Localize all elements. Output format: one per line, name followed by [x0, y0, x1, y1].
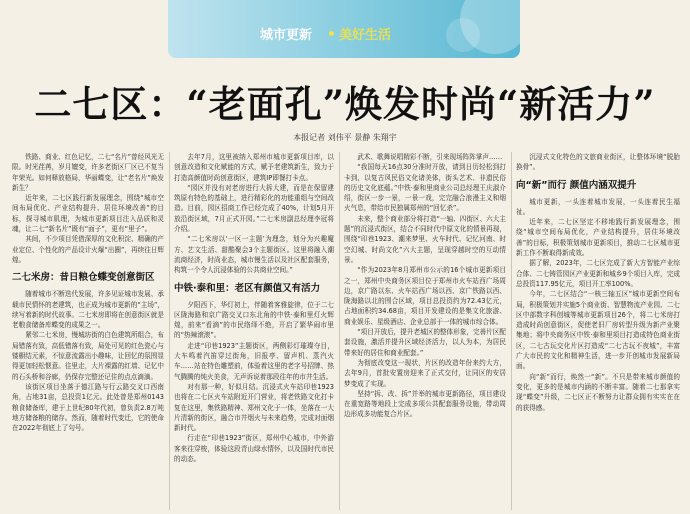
paragraph: 沉浸式文化特色的文旅商业街区，让整体环境“脱胎换骨”。	[516, 153, 680, 172]
paragraph: 随着城市不断迭代发展，许多见证城市发展、承载市民情怀的老建筑，也正成为城市更新的“主场”，续写着新的时代故事。二七米房即将在创意街区就是老粮食储备库蝶变的成果之一。	[12, 290, 164, 330]
headline: 二七区：“老面孔”焕发时尚“新活力”	[34, 82, 656, 126]
byline: 本报记者 刘伟平 景静 朱翔宇	[293, 133, 397, 142]
paragraph: 近年来，二七区坚定不移地践行新发展理念，围绕“城市空间布局优化，产业结构提升，居住环境改善”的目标，积极策划城市更新项目，推动二七区城市更新工作不断取得新成效。	[516, 218, 680, 258]
column-divider	[169, 152, 170, 510]
paragraph: “二七米房以‘一区一主题’为理念，划分为兴趣魔方、艺文生活、甜酷聚会3个主题街区。这里将融入潮流商经济，时尚业态，城市慢生活以及社区配套服务，构筑一个令人沉浸体验的公共商业空间。”	[174, 235, 334, 275]
paragraph: 走进“印巷1923”主题街区，两侧彩灯璀璨夺目，大车鸣着汽笛穿过街角，旧报亭、留声机、蒸汽火车……站在特色雕塑前，体验着这里的老字号招牌、热气腾腾的炖火美食，无声诉说着那段往年的市井生活。	[174, 341, 334, 381]
paragraph: 对有那一种，好似月结。沉浸式火车站印巷1923也将在二七区火车站附近开门营业，将老铁路文化打卡复在这里，集铁路精神、郑州文化于一体，坐落在一大片清新的街区，融合市井烟火与未来趋势，完成对面烟新时代。	[174, 382, 334, 433]
paragraph: 近年来，二七区践行新发展理念，围绕“城市空间布局优化、产业结构提升、居住环境改善”的目标，探寻城市肌理，为城市更新项目注入品质和灵魂，让二七“新名片”既有“面子”，更有“里子”。	[12, 194, 164, 234]
column-divider	[339, 152, 340, 510]
section-label-right: 美好生活	[339, 28, 392, 43]
paragraph: “项目开放后，提升老城区的整体形象，完善片区配套设施，激活并提升区域经济活力，以人为本，为居民带来好的居住和商业配套。”	[344, 328, 506, 357]
article-column-4	[516, 152, 680, 413]
article-column-3	[344, 152, 506, 420]
paragraph: 武术、歌舞说唱精彩不断，引来现场阵阵掌声……	[357, 153, 503, 161]
paragraph: “园区并没有对老房进行大拆大建，而是在保留建筑原有特色的基础上，进行精彩化的功能重组与空间改造。目前，园区招商工作已经完成了40%，计划5月开放沿街区域，7月正式开园。”二七米房副总经理李冠将介绍。	[174, 183, 334, 234]
paragraph: 去年7月，这里被纳入郑州市城市更新项目库，以创意改造和文化赋能的方式，赋予老建筑新生，致力于打造高颜值时尚创意街区，建筑IP即餐打卡点。	[174, 153, 334, 182]
paragraph: 为彻底改变这一现状，片区的改造年份来约大方，去年9月，首批安置房迎来了正式交付，让同区的安居梦变成了实现。	[344, 358, 506, 388]
paragraph: 未来，整个商业部分将打造“一轴、四街区、六大主题”的沉浸式街区，结合不同时代中原文化的情景再现，围绕“印巷1923、潮来梦里、火车时代、记忆河南、时空幻城、时尚文化”六大主题，呈现穿越时空的互动情景。	[344, 214, 506, 264]
subheading: 向“新”而行 颜值内涵双提升	[516, 179, 637, 191]
paragraph: 城市更新，一头连着城市发展，一头连着民生福祉。	[516, 197, 680, 216]
banner-decoration	[446, 18, 480, 52]
paragraph: 行走在“印巷1923”街区，郑州中心城市，中外游客来往穿梭，体验这段青山绿水情怀，以及国时代市民的动态。	[174, 434, 334, 464]
paragraph: 今年，二七区结合“一核三轴五区”城市更新空间布局，积极策划并实施5个商业街、智慧物流产业园、二七区中部数字科创城等城市更新项目26个，将二七米房打造成时尚创意街区，促使老旧厂房转型升级为新产业聚集地；将中央商务区中铁·泰和里项目打造成特色商业街区，二七古玩交化片区打造成“二七古玩不夜城”，丰富广大市民的文化和精神生活，进一步开创城市发展新局面。	[516, 290, 680, 371]
paragraph: 向“新”而行，焕然一“新”。不只是带来城市颜值的变化，更多的是城市内涵的不断丰富。随着二七那拿实现“蝶变”升级，二七区正不断努力让群众拥有实实在在的获得感。	[516, 372, 680, 412]
paragraph: “我国每天16点30分准时开放，请到日历轻松到打卡到，以复古风民俗文化诸美体，街头艺术、非遗民俗的历史文化底蕴。”中铁·泰和里商业公司总经理王庆淑介绍，街区一步一景，一景一戏，完完融合浪漫主义和烟火气息，带给市民独属郑州的“回忆杀”。	[344, 163, 506, 213]
subheading: 二七米房：昔日粮仓蝶变创意街区	[12, 272, 155, 284]
section-banner	[168, 0, 520, 58]
subheading: 中铁·泰和里：老区有颜值又有活力	[174, 282, 321, 294]
paragraph: 坚持“拆、改、拆”并举的城市更新路径，项目建设在重宽路等地段上完成多项公共配套服务设施，带动周边形成多功能复合片区。	[344, 389, 506, 419]
section-label-left: 城市更新	[260, 28, 313, 43]
article-column-1	[12, 152, 164, 433]
paragraph: 铁路、商业、红色记忆，二七“名片”曾经风光无限。时光荏苒，岁月嬗变，许多老街区厂区已不复当年荣光。如何释放格局，华丽蝶变，让“老名片”焕发新生？	[12, 153, 164, 192]
column-divider	[511, 152, 512, 510]
paragraph: 紧邻二七米房，慢城坊街的白色建筑所组合，布局错落有致，高低错落有致，局处可见的红色瓷心与镂橱结元素，不惊意流露出小趣味，让回忆的氛围显得更加轻松惬意。往里走，大片裸露的红墙、记忆中的石头桥和谷廊，仍保存完整还记住的点点滴滴。	[12, 331, 164, 381]
section-separator-dot	[329, 31, 334, 36]
article-column-2	[174, 152, 334, 464]
paragraph: 据了解，2023年，二七区完成了新大方智能产业综合体、二七铸管园区产业更新和城乡9个项目入库，完成总投资117.95亿元，项目开工率100%。	[516, 259, 680, 288]
paragraph: 其间，不少项目凭借深厚的文化积淀、精确的产业定位、个性化的产品设计火爆“出圈”，再续往日辉煌。	[12, 235, 164, 264]
paragraph: “作为2023年8月郑州市公示的16个城市更新项目之一，郑州中央商务区项目位于郑州市火车站西广场周边，京广路以东、火车站西广场以西、京广铁路以西、陇海路以北的围合区域，项目总投资约为72.43亿元，占地面积约34.68亩，项目开发建设的是集文化旅游、商业娱乐、星级酒店、企业总部于一体的城市综合体。	[344, 266, 506, 326]
paragraph: 夕阳西下，华灯初上，伴随着客雅旋律，位于二七区陇海路和京广路交叉口东北角的中铁·泰和里灯火辉煌，前来“看滴”的市民络绎不绝，开启了繁华闹市里的“热辣滚滚”。	[174, 300, 334, 340]
paragraph: 该街区项目坐落于德江路与行云路交叉口西南角，占地31亩，总投资1亿元。此处曾是郑州0143粮食储备库，建于上世纪80年代初，曾负责2.8万吨地方储备粮的储存。然而，随着时代变迁，它的使命在2022年彻底上了句号。	[12, 382, 164, 433]
